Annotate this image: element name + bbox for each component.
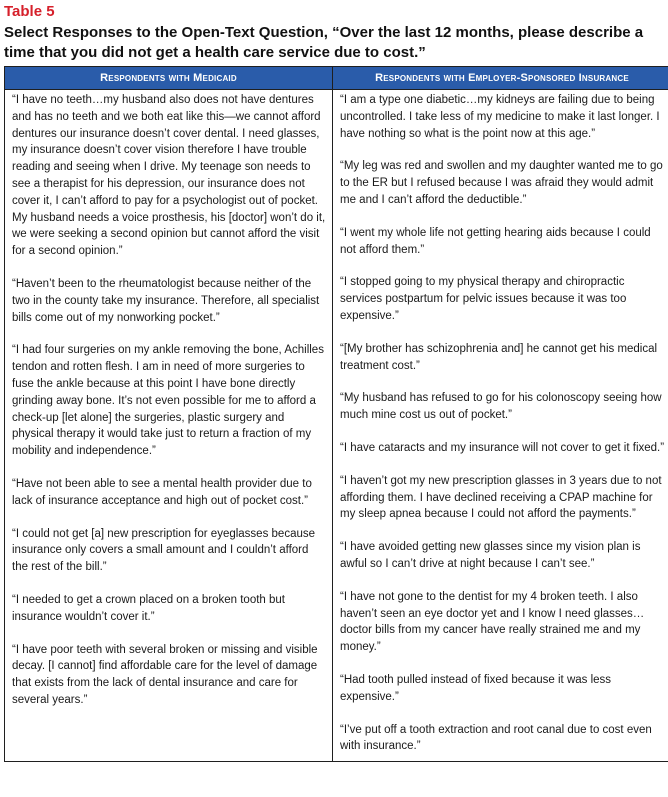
medicaid-quote: “I could not get [a] new prescription for eyeglasses because insurance only covers a small amount and I couldn’t afford the rest of the bill.”	[12, 527, 316, 574]
column-header-employer-sponsored: Respondents with Employer-Sponsored Insurance	[333, 67, 668, 90]
medicaid-quote: “I have poor teeth with several broken or missing and visible decay. [I cannot] find affordable care for the level of damage that exists from the lack of dental insurance and care for several years.”	[12, 643, 318, 706]
employer-quote: “I haven’t got my new prescription glasses in 3 years due to not affording them. I have declined receiving a CPAP machine for my sleep apnea because I could not afford the payments.”	[340, 474, 662, 521]
employer-quote: “I have avoided getting new glasses since my vision plan is awful so I can’t drive at night because I can’t see.”	[340, 541, 641, 570]
table-body-row	[5, 90, 668, 762]
medicaid-quote: “I have no teeth…my husband also does not have dentures and has no teeth and we both eat like this—we cannot afford dentures our insurance doesn’t cover dental. I need glasses, my insurance doesn’t cover vision therefore I have trouble reading and seeing when I drive. My teenage son needs to see a therapist for his depression, our insurance does not cover it, I can’t afford to pay for a psychologist out of pocket. My husband needs a voice prosthesis, his [doctor] won’t do it, we were seeking a second opinion but cannot afford the visit for a second opinion.”	[12, 94, 326, 258]
table-number-label: Table 5	[4, 3, 55, 20]
employer-quote: “My leg was red and swollen and my daughter wanted me to go to the ER but I refused because I was afraid they would admit me and I can’t afford the deductible.”	[340, 160, 663, 206]
employer-quote: “Had tooth pulled instead of fixed because it was less expensive.”	[340, 673, 612, 703]
employer-responses-cell	[333, 90, 668, 762]
employer-quote: “I have cataracts and my insurance will not cover to get it fixed.”	[340, 441, 665, 454]
employer-quote: “My husband has refused to go for his colonoscopy seeing how much mine cost us out of pocket.”	[340, 392, 662, 422]
medicaid-quote: “I had four surgeries on my ankle removing the bone, Achilles tendon and rotten flesh. I am in need of more surgeries to fuse the ankle because at this point I have bone directly grinding away bone. It’s not even possible for me to afford a check-up [let alone] the surgeries, plastic surgery and physical therapy it would take just to return a fraction of my mobility and independence.”	[12, 344, 324, 458]
employer-quote: “I am a type one diabetic…my kidneys are failing due to being uncontrolled. I take less of my medicine to make it last longer. I have nothing so what is the point now at this age.”	[340, 94, 660, 140]
employer-quote: “I stopped going to my physical therapy and chiropractic services postpartum for pelvic issues because it was too expensive.”	[340, 276, 627, 322]
employer-quote: “I went my whole life not getting hearing aids because I could not afford them.”	[340, 226, 651, 256]
responses-table	[4, 66, 668, 762]
employer-quote: “I’ve put off a tooth extraction and root canal due to cost even with insurance.”	[340, 723, 652, 753]
table-caption: Select Responses to the Open-Text Question, “Over the last 12 months, please describe a time that you did not get a health care service due to cost.”	[4, 24, 644, 61]
medicaid-responses-cell	[5, 90, 333, 762]
medicaid-quote: “Have not been able to see a mental health provider due to lack of insurance acceptance and high out of pocket cost.”	[12, 477, 312, 507]
employer-quote: “I have not gone to the dentist for my 4 broken teeth. I also haven’t seen an eye doctor yet and I know I need glasses…doctor bills from my cancer have really strained me and my money.”	[340, 590, 645, 654]
employer-quote: “[My brother has schizophrenia and] he cannot get his medical treatment cost.”	[340, 342, 658, 372]
table-header-row	[5, 67, 668, 90]
medicaid-quote: “I needed to get a crown placed on a broken tooth but insurance wouldn’t cover it.”	[12, 593, 285, 623]
medicaid-quote: “Haven’t been to the rheumatologist because neither of the two in the county take my insurance. Therefore, all specialist bills come out of my nonworking pocket.”	[12, 277, 320, 324]
column-header-medicaid: Respondents with Medicaid	[5, 67, 333, 90]
